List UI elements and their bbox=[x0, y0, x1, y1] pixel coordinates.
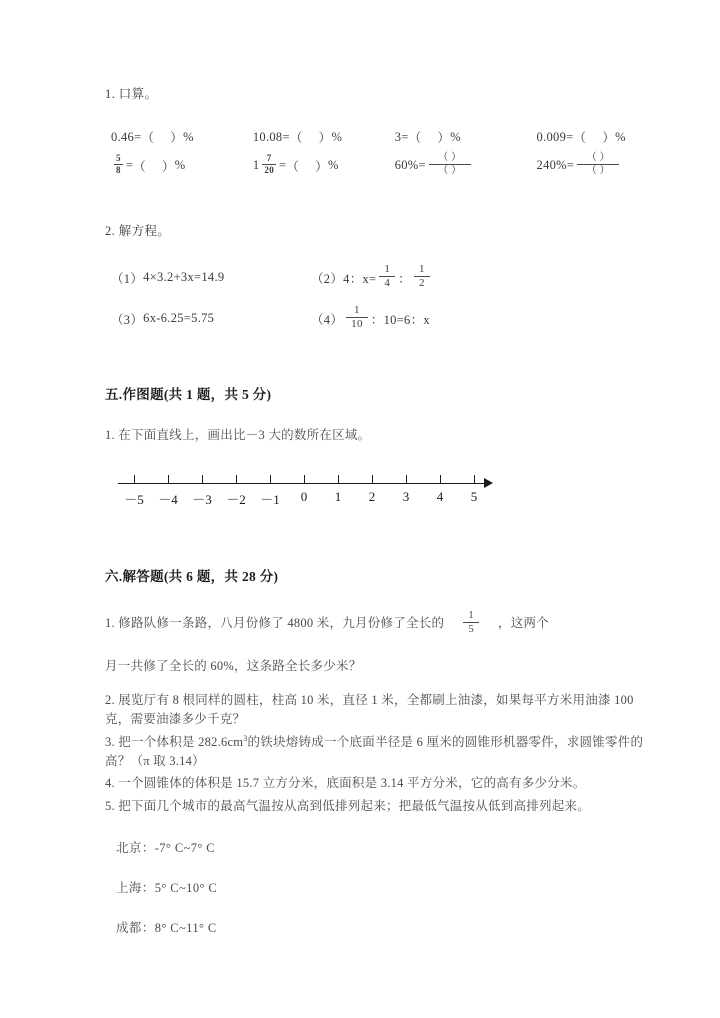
question-3-text-pre: 3. 把一个体积是 282.6cm bbox=[105, 734, 244, 749]
fraction-denominator: 20 bbox=[264, 165, 275, 175]
oral-item-7-lhs: 60% bbox=[394, 158, 419, 172]
number-line-tick bbox=[168, 475, 169, 483]
fraction-numerator-blank[interactable]: （ ） bbox=[586, 152, 610, 163]
fraction-1-over-10 bbox=[346, 305, 368, 330]
number-line-axis bbox=[118, 483, 486, 484]
oral-item-7 bbox=[395, 154, 537, 177]
oral-item-5 bbox=[111, 155, 253, 176]
oral-item-6-open-paren: （ bbox=[286, 159, 300, 174]
fraction-denominator: 2 bbox=[414, 276, 430, 289]
equation-row-1 bbox=[111, 265, 650, 290]
number-line-label: 5 bbox=[470, 489, 478, 505]
fraction-numerator: 1 bbox=[468, 609, 475, 622]
oral-item-4 bbox=[537, 128, 650, 146]
number-line-tick bbox=[236, 475, 237, 483]
question-1-line-2: 月一共修了全长的 60%，这条路全长多少米？ bbox=[105, 659, 362, 674]
oral-item-1-open-paren: （ bbox=[141, 131, 155, 145]
oral-item-8-lhs: 240% bbox=[536, 158, 567, 172]
oral-item-3 bbox=[395, 128, 537, 146]
number-line-label: 4 bbox=[436, 489, 444, 505]
oral-item-1-lhs: 0.46= bbox=[111, 129, 142, 144]
oral-item-5-unit: % bbox=[174, 158, 186, 172]
number-line-figure bbox=[118, 467, 493, 513]
oral-item-5-equals: = bbox=[125, 158, 134, 172]
number-line-label: －5 bbox=[124, 492, 144, 508]
oral-item-4-close-paren: ） bbox=[602, 131, 616, 145]
oral-item-2-close-paren: ） bbox=[318, 131, 332, 145]
equation-item-1 bbox=[111, 265, 311, 290]
equation-item-2-colon: ： bbox=[398, 271, 412, 286]
number-line-tick bbox=[134, 475, 135, 483]
oral-item-2-unit: % bbox=[331, 129, 343, 144]
oral-item-3-unit: % bbox=[450, 129, 461, 144]
equation-item-1-body: 4×3.2+3x=14.9 bbox=[143, 270, 225, 284]
number-line-arrow-icon bbox=[484, 478, 493, 488]
question-3-text-post: 的铁块熔铸成一个底面半径是 6 厘米的圆锥形机器零件，求圆锥零件的高？（π 取 3.14） bbox=[105, 734, 644, 769]
oral-item-6 bbox=[253, 155, 395, 176]
question-1-line-1 bbox=[105, 611, 650, 636]
fraction-numerator: 1 bbox=[354, 304, 360, 316]
fraction-numerator: 7 bbox=[266, 153, 272, 163]
mixed-whole-part: 1 bbox=[252, 158, 260, 172]
equation-item-4-body-post: ：10=6：x bbox=[370, 312, 430, 327]
section-six-question-5: 5. 把下面几个城市的最高气温按从高到低排列起来；把最低气温按从低到高排列起来。 bbox=[105, 798, 591, 813]
equation-item-2-body-pre: 4：x= bbox=[343, 271, 377, 286]
city-temperature-beijing: 北京：-7° C~7° C bbox=[116, 841, 216, 856]
equation-item-1-number: （1） bbox=[111, 271, 144, 286]
fraction-denominator: 5 bbox=[463, 622, 479, 635]
fraction-5-over-8 bbox=[114, 154, 123, 175]
fraction-numerator-blank[interactable]: （ ） bbox=[438, 152, 462, 163]
equation-item-4-number: （4） bbox=[311, 312, 344, 327]
fraction-blank-answer[interactable] bbox=[429, 153, 471, 176]
oral-item-2-lhs: 10.08= bbox=[252, 129, 290, 144]
number-line-tick bbox=[406, 475, 407, 483]
fraction-denominator-blank[interactable]: （ ） bbox=[577, 164, 619, 176]
number-line-tick bbox=[304, 475, 305, 483]
question-3-superscript: 3 bbox=[243, 733, 248, 743]
oral-item-8 bbox=[537, 154, 650, 177]
worksheet-content bbox=[105, 84, 650, 936]
number-line-label: 2 bbox=[368, 489, 376, 505]
fraction-numerator: 1 bbox=[384, 263, 391, 275]
section-six-question-4: 4. 一个圆锥体的体积是 15.7 立方分米，底面积是 3.14 平方分米，它的高有多少分米。 bbox=[105, 776, 586, 791]
fraction-denominator: 4 bbox=[379, 276, 395, 289]
number-line-tick bbox=[270, 475, 271, 483]
fraction-denominator-blank[interactable]: （ ） bbox=[429, 164, 471, 176]
section-five-title: 五.作图题(共 1 题，共 5 分) bbox=[105, 387, 272, 402]
question-1-text-pre: 1. 修路队修一条路，八月份修了 4800 米，九月份修了全长的 bbox=[105, 616, 445, 631]
number-line-label: －3 bbox=[192, 492, 212, 508]
number-line-tick bbox=[440, 475, 441, 483]
number-line-tick bbox=[202, 475, 203, 483]
fraction-blank-answer[interactable] bbox=[577, 153, 619, 176]
question-1-text-post: ，这两个 bbox=[498, 616, 550, 631]
number-line-tick bbox=[338, 475, 339, 483]
oral-item-6-close-paren: ） bbox=[315, 159, 328, 174]
oral-item-4-lhs: 0.009= bbox=[536, 129, 574, 144]
number-line-label: 1 bbox=[334, 489, 342, 505]
mixed-fraction-part bbox=[262, 154, 276, 175]
section-six-question-2: 2. 展览厅有 8 根同样的圆柱，柱高 10 米，直径 1 米，全都刷上油漆，如果每平方米用油漆 100 克，需要油漆多少千克？ bbox=[105, 692, 634, 727]
oral-item-2-open-paren: （ bbox=[289, 131, 303, 145]
fraction-1-over-5 bbox=[463, 610, 479, 635]
oral-item-4-unit: % bbox=[615, 129, 626, 144]
oral-item-3-lhs: 3= bbox=[394, 129, 409, 144]
oral-section-title: 1. 口算。 bbox=[105, 87, 158, 101]
equation-section-title: 2. 解方程。 bbox=[105, 224, 171, 238]
number-line-label: 3 bbox=[402, 489, 410, 505]
fraction-numerator: 5 bbox=[116, 153, 121, 163]
number-line-tick bbox=[474, 475, 475, 483]
section-six-question-3 bbox=[105, 733, 650, 772]
equation-item-3 bbox=[111, 306, 311, 331]
oral-item-8-equals: = bbox=[566, 158, 575, 172]
fraction-1-over-4 bbox=[379, 264, 395, 289]
oral-row-1 bbox=[111, 128, 650, 146]
oral-item-4-open-paren: （ bbox=[573, 131, 587, 145]
oral-item-5-open-paren: （ bbox=[133, 159, 146, 174]
oral-item-7-equals: = bbox=[418, 158, 426, 172]
oral-item-6-unit: % bbox=[328, 158, 339, 172]
fraction-denominator: 8 bbox=[116, 165, 121, 175]
number-line-label: －4 bbox=[158, 492, 178, 508]
fraction-1-over-2 bbox=[414, 264, 430, 289]
oral-item-1 bbox=[111, 128, 253, 146]
oral-item-2 bbox=[253, 128, 395, 146]
equation-item-2-number: （2） bbox=[311, 271, 344, 286]
number-line-tick bbox=[372, 475, 373, 483]
number-line-label: 0 bbox=[300, 489, 308, 505]
oral-item-5-close-paren: ） bbox=[161, 159, 175, 174]
section-six-title: 六.解答题(共 6 题，共 28 分) bbox=[105, 569, 279, 585]
mixed-number-1-and-7-over-20 bbox=[253, 155, 279, 176]
number-line-label: －2 bbox=[226, 492, 246, 508]
equation-item-2 bbox=[311, 265, 433, 290]
oral-item-6-equals: = bbox=[279, 158, 287, 172]
equation-item-3-number: （3） bbox=[111, 312, 144, 327]
section-five-question-1: 1. 在下面直线上，画出比－3 大的数所在区域。 bbox=[105, 428, 371, 442]
equation-row-2 bbox=[111, 306, 650, 331]
city-temperature-chengdu: 成都：8° C~11° C bbox=[116, 921, 217, 936]
equation-item-3-body: 6x-6.25=5.75 bbox=[143, 311, 215, 325]
equation-item-4 bbox=[311, 306, 430, 331]
section-six-question-1 bbox=[105, 611, 650, 676]
oral-item-1-close-paren: ） bbox=[170, 131, 184, 145]
oral-item-1-unit: % bbox=[183, 129, 194, 144]
oral-item-3-close-paren: ） bbox=[437, 131, 451, 145]
fraction-numerator: 1 bbox=[419, 263, 425, 275]
number-line-label: －1 bbox=[260, 492, 280, 508]
oral-row-2 bbox=[111, 154, 650, 177]
city-temperature-shanghai: 上海：5° C~10° C bbox=[116, 881, 218, 896]
oral-item-3-open-paren: （ bbox=[408, 131, 422, 145]
fraction-denominator: 10 bbox=[346, 317, 368, 330]
